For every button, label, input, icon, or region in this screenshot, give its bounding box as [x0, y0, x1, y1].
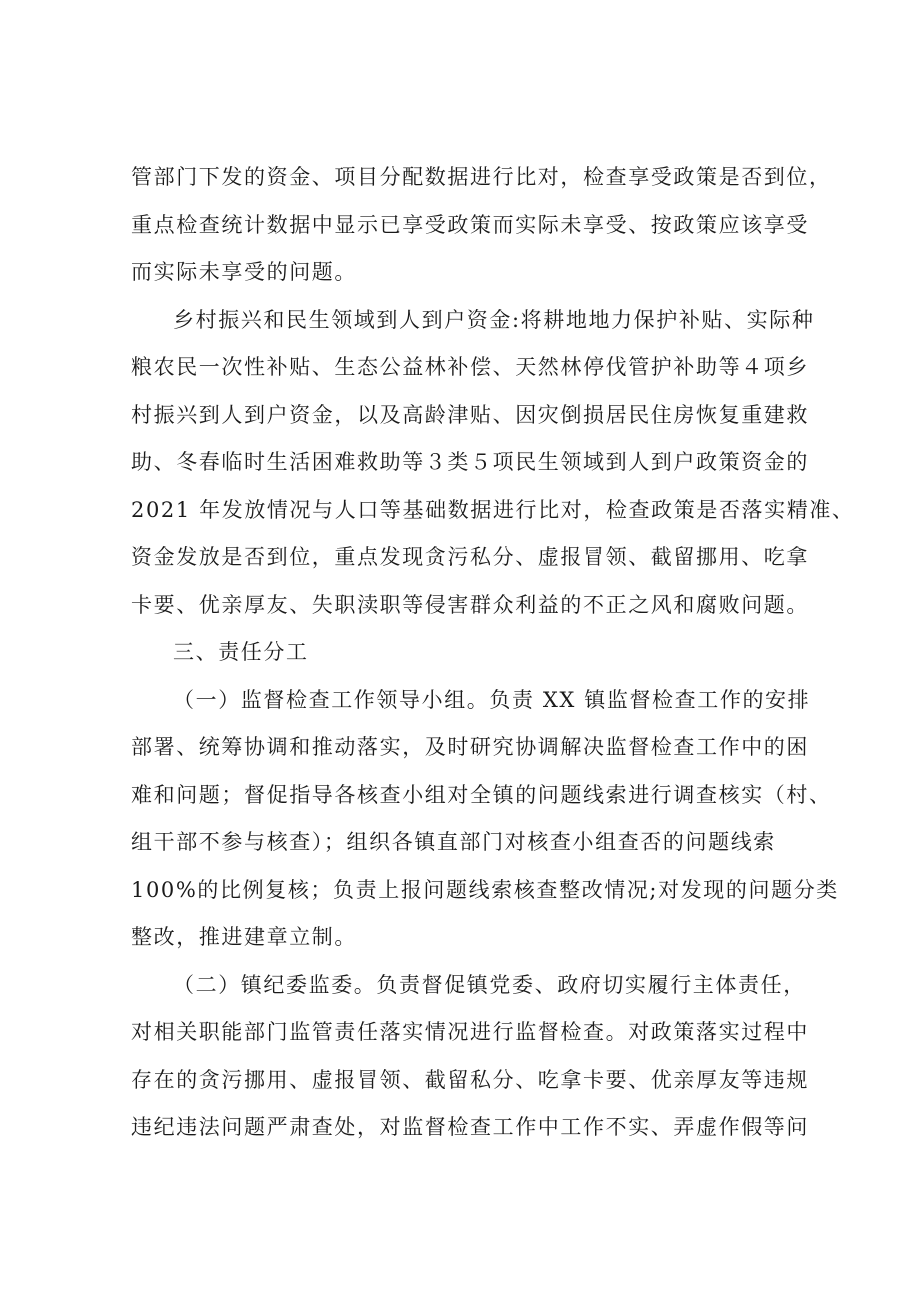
text-line: 村振兴到人到户资金，以及高龄津贴、因灾倒损居民住房恢复重建救: [131, 402, 809, 427]
text-line: 100%的比例复核；负责上报问题线索核查整改情况;对发现的问题分类: [131, 877, 839, 902]
paragraph-leading-group: [131, 677, 839, 962]
text-line: 卡要、优亲厚友、失职渎职等侵害群众利益的不正之风和腐败问题。: [131, 592, 809, 617]
text-line: 粮农民一次性补贴、生态公益林补偿、天然林停伐管护补助等４项乡: [131, 355, 809, 379]
text-line: 重点检查统计数据中显示已享受政策而实际未享受、按政策应该享受: [131, 212, 809, 237]
document-body: [131, 154, 855, 1152]
paragraph-rural-revitalization: [131, 297, 855, 630]
text-line: 难和问题；督促指导各核查小组对全镇的问题线索进行调查核实（村、: [131, 782, 832, 807]
text-line: 对相关职能部门监管责任落实情况进行监督检查。对政策落实过程中: [131, 1020, 809, 1044]
text-line: 而实际未享受的问题。: [131, 260, 357, 284]
text-line: 整改，推进建章立制。: [131, 925, 357, 949]
section-heading-responsibilities: [131, 629, 803, 677]
text-line: （二）镇纪委监委。负责督促镇党委、政府切实履行主体责任，: [173, 972, 806, 997]
section-heading: 三、责任分工: [173, 640, 309, 664]
paragraph-discipline-commission: [131, 962, 809, 1152]
text-line: 管部门下发的资金、项目分配数据进行比对，检查享受政策是否到位，: [131, 165, 832, 189]
text-line: 2021 年发放情况与人口等基础数据进行比对，检查政策是否落实精准、: [131, 497, 855, 522]
text-line: （一）监督检查工作领导小组。负责 XX 镇监督检查工作的安排: [173, 687, 811, 712]
paragraph-funds-comparison: [131, 154, 832, 297]
text-line: 组干部不参与核查）；组织各镇直部门对核查小组查否的问题线索: [131, 830, 776, 854]
text-line: 违纪违法问题严肃查处，对监督检查工作中工作不实、弄虚作假等问: [131, 1115, 809, 1139]
text-line: 存在的贪污挪用、虚报冒领、截留私分、吃拿卡要、优亲厚友等违规: [131, 1067, 809, 1092]
text-line: 部署、统筹协调和推动落实，及时研究协调解决监督检查工作中的困: [131, 735, 809, 759]
text-line: 助、冬春临时生活困难救助等３类５项民生领域到人到户政策资金的: [131, 450, 809, 474]
text-line: 资金发放是否到位，重点发现贪污私分、虚报冒领、截留挪用、吃拿: [131, 545, 809, 569]
text-line: 乡村振兴和民生领域到人到户资金:将耕地地力保护补贴、实际种: [173, 307, 815, 332]
